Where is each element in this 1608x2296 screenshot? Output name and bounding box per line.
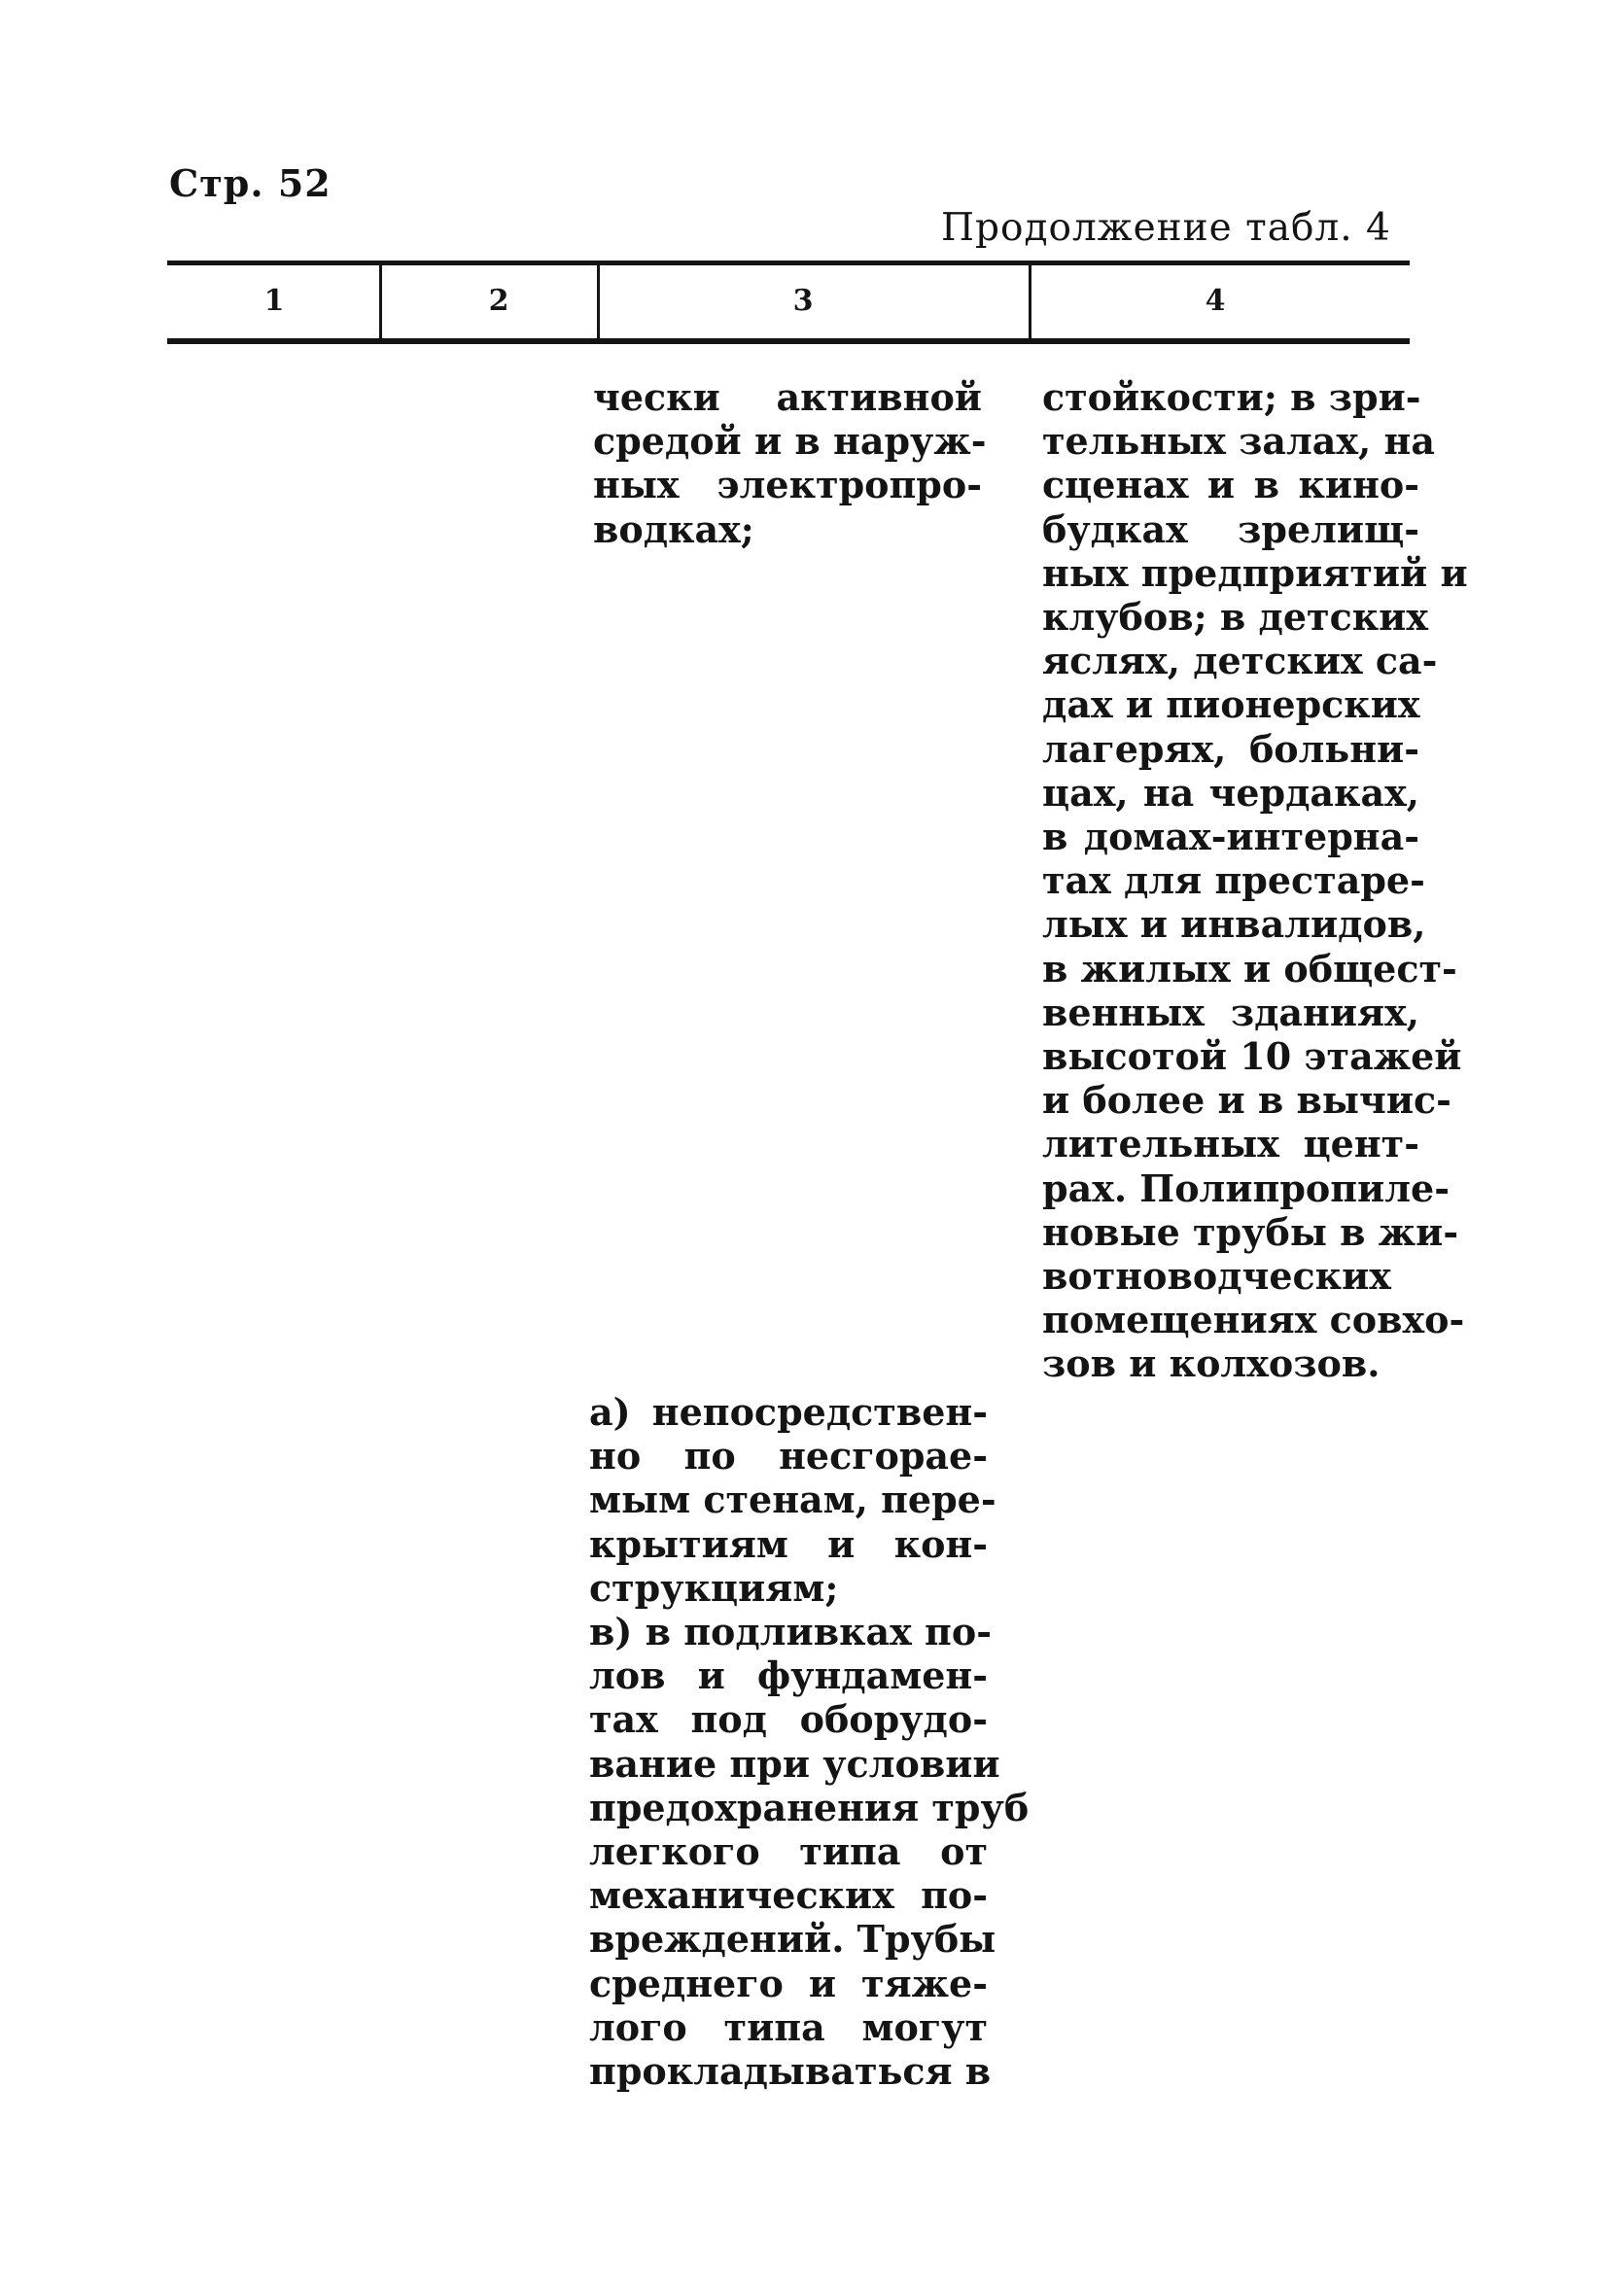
text-line: в домах-интерна- xyxy=(1042,815,1419,859)
text-line: струкциям; xyxy=(589,1565,839,1610)
text-line: прокладываться в xyxy=(589,2049,992,2094)
text-line: вотноводческих xyxy=(1042,1254,1391,1299)
text-line: дах и пионерских xyxy=(1042,682,1420,727)
text-line: будках зрелищ- xyxy=(1042,506,1419,551)
text-line: тельных залах, на xyxy=(1042,419,1435,464)
text-line: лов и фундамен- xyxy=(589,1653,988,1698)
text-line: среднего и тяже- xyxy=(589,1961,988,2005)
text-line: и более и в вычис- xyxy=(1042,1078,1451,1123)
column-divider xyxy=(597,264,600,340)
text-line: механических по- xyxy=(589,1873,988,1918)
text-line: а) непосредствен- xyxy=(589,1390,988,1434)
text-line: зов и колхозов. xyxy=(1042,1341,1381,1386)
text-line: лого типа могут xyxy=(589,2004,988,2049)
column-divider xyxy=(1029,264,1031,340)
column-3-text-block-b xyxy=(589,1390,1030,2094)
text-line: вреждений. Трубы xyxy=(589,1917,996,1962)
text-line: тах под оборудо- xyxy=(589,1697,988,1742)
text-line: венных зданиях, xyxy=(1042,990,1419,1034)
text-line: яслях, детских са- xyxy=(1042,639,1438,683)
text-line: цах, на чердаках, xyxy=(1042,770,1419,815)
text-line: чески активной xyxy=(593,375,982,419)
table-header xyxy=(167,261,1410,346)
column-3-text-block-a xyxy=(593,375,987,551)
column-4-text xyxy=(1042,375,1468,1386)
text-line: легкого типа от xyxy=(589,1829,988,1874)
text-line: ных электропро- xyxy=(593,463,982,507)
column-number-4: 4 xyxy=(1205,284,1226,318)
text-line: лительных цент- xyxy=(1042,1122,1419,1166)
text-line: высотой 10 этажей xyxy=(1042,1034,1462,1079)
text-line: в жилых и общест- xyxy=(1042,946,1457,991)
text-line: предохранения труб xyxy=(589,1785,1030,1829)
page-number: Стр. 52 xyxy=(169,161,332,205)
text-line: средой и в наруж- xyxy=(593,419,987,464)
text-line: водках; xyxy=(593,506,754,551)
header-top-rule xyxy=(167,261,1410,265)
text-line: мым стенам, пере- xyxy=(589,1478,996,1522)
text-line: лых и инвалидов, xyxy=(1042,902,1426,947)
text-line: тах для престаре- xyxy=(1042,858,1425,903)
text-line: сценах и в кино- xyxy=(1042,463,1419,507)
column-divider xyxy=(379,264,382,340)
text-line: ных предприятий и xyxy=(1042,550,1468,595)
text-line: новые трубы в жи- xyxy=(1042,1209,1459,1254)
column-number-3: 3 xyxy=(792,284,814,318)
text-line: крытиям и кон- xyxy=(589,1521,988,1566)
column-number-1: 1 xyxy=(263,284,285,318)
text-line: в) в подливках по- xyxy=(589,1610,992,1654)
header-bottom-rule xyxy=(167,338,1410,344)
text-line: клубов; в детских xyxy=(1042,595,1429,640)
text-line: рах. Полипропиле- xyxy=(1042,1165,1450,1210)
table-continuation-label: Продолжение табл. 4 xyxy=(941,206,1391,250)
column-number-2: 2 xyxy=(488,284,509,318)
text-line: стойкости; в зри- xyxy=(1042,375,1421,419)
text-line: но по несгорае- xyxy=(589,1434,988,1478)
text-line: лагерях, больни- xyxy=(1042,726,1419,771)
text-line: помещениях совхо- xyxy=(1042,1298,1465,1342)
text-line: вание при условии xyxy=(589,1741,1000,1786)
